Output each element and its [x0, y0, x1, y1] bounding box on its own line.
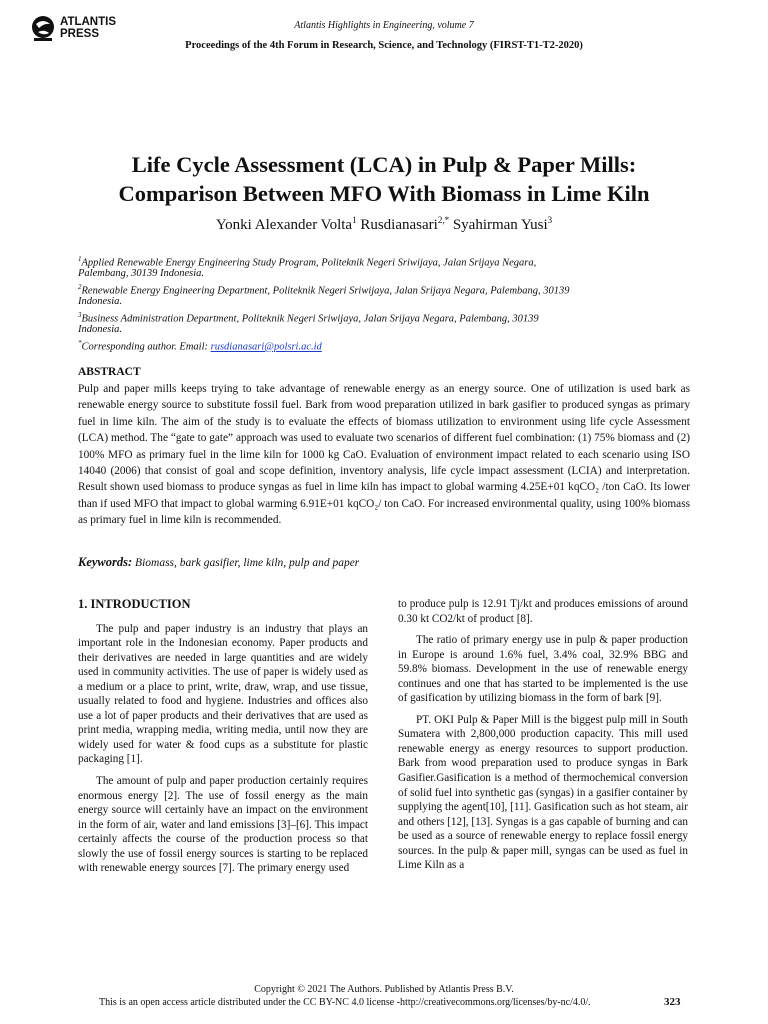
paragraph: The pulp and paper industry is an industry that plays an important role in the Indonesian economy. Paper products and their derivatives are needed in large quantities and are widely used in community activities. The use of paper is widely used as a medium or a place to print, write, draw, wrap, and use tissue, usually related to food and hygiene. Industries and offices also use a lot of paper products and their derivatives that are used as print media, wrapping media, writing media, until now they are widely used for water & food cups as a substitute for plastic packaging [1]. [78, 622, 368, 766]
publisher-name: ATLANTIS PRESS [60, 16, 117, 40]
keywords-label: Keywords: [78, 555, 133, 569]
copyright-notice: Copyright © 2021 The Authors. Published by Atlantis Press B.V. [254, 984, 514, 995]
journal-name: Atlantis Highlights in Engineering, volume 7 [294, 20, 474, 31]
author-name: Syahirman Yusi [452, 217, 548, 233]
paragraph: The ratio of primary energy use in pulp & paper production in Europe is around 1.6% fuel, 3.4% coal, 32.9% BBG and 59.8% biomass. Development in the use of renewable energy continues and one that has started to be implemented is the use of gasification by utilizing biomass in the form of bark [9]. [398, 634, 688, 705]
abstract-text: Pulp and paper mills keeps trying to take advantage of renewable energy as an energy source. One of utilization is used bark as renewable energy source to substitute fossil fuel. Bark from wood preparation utilized in bark gasifier to produced syngas as primary fuel in lime kiln. The aim of the study is to evaluate the effects of biomass utilization to environment using life cycle Assessment (LCA) method. The “gate to gate” approach was used to evaluate two scenarios of different fuel combination: (1) 75% biomass and (2) 100% MFO as primary fuel in the lime kiln for 1000 kg CaO. Evaluation of environment impact related to each scenario using ISO 14040 (2006) that consist of goal and scope definition, inventory analysis, life cycle impact assessment (LCIA) and interpretation. Result shown used biomass to produce syngas as fuel in lime kiln has impact to global warming 4.25E+01 kqCO₂ /ton CaO. Its lower than if used MFO that impact to global warming 6.91E+01 kqCO₂/ ton CaO. For increased environmental quality, using 100% biomass as primary fuel in lime kiln is recommended. [78, 383, 690, 527]
affiliation-3: $^3$Business Administration Department, Politeknik Negeri Sriwijaya, Jalan Srijaya Negara, Palembang, 30139 Indonesia. [78, 311, 539, 335]
paragraph: PT. OKI Pulp & Paper Mill is the biggest pulp mill in South Sumatera with 2,800,000 production capacity. This mill used renewable energy as energy resources to support production. Bark from wood preparation used to produce syngas in Bark Gasifier.Gasification is a method of thermochemical conversion of solid fuel into synthetic gas (syngas) in a gasifier container by supplying the agent[10], [11]. Gasification such as hot steam, air and others [12], [13]. Syngas is a gas capable of burning and can be used as a source of renewable energy to replace fossil energy sources. In the pulp & paper mill, syngas can be used as fuel in Lime Kiln as a [398, 713, 688, 872]
keywords-text: Biomass, bark gasifier, lime kiln, pulp and paper [132, 557, 360, 569]
right-column [398, 597, 688, 880]
affiliation-2: $^2$Renewable Energy Engineering Department, Politeknik Negeri Sriwijaya, Jalan Srijaya Negara, Palembang, 30139 Indonesia. [78, 283, 570, 307]
corresponding-author: *Corresponding author. Email: rusdianasari@polsri.ac.id [78, 339, 322, 353]
paragraph: to produce pulp is 12.91 Tj/kt and produces emissions of around 0.30 kt CO2/kt of product [8]. [398, 598, 688, 625]
abstract-heading: ABSTRACT [78, 366, 141, 378]
section-heading: 1. INTRODUCTION [78, 597, 191, 611]
author-name: Yonki Alexander Volta [215, 217, 353, 233]
keywords [78, 555, 359, 570]
author-list: Yonki Alexander Volta$^1$ Rusdianasari$^{2,*}$ Syahirman Yusi$^3$ [215, 215, 553, 233]
page-number: 323 [664, 996, 681, 1008]
paragraph: The amount of pulp and paper production certainly requires enormous energy [2]. The use of fossil energy as the main energy source will certainly have an impact on the environment in the form of air, water and land emissions [3]–[6]. This impact certainly affects the course of the production process so that slowly the use of fossil energy sources is starting to be replaced with renewable energy sources [7]. The primary energy used [78, 775, 368, 875]
affiliation-1: $^1$Applied Renewable Energy Engineering Study Program, Politeknik Negeri Sriwijaya, Jalan Srijaya Negara, Palembang, 30139 Indonesia. [78, 255, 537, 279]
email-link[interactable]: rusdianasari@polsri.ac.id [210, 341, 322, 353]
left-column [78, 597, 368, 883]
proceedings-title: Proceedings of the 4th Forum in Research, Science, and Technology (FIRST-T1-T2-2020) [185, 40, 583, 51]
license-notice: This is an open access article distributed under the CC BY-NC 4.0 license -http://creativecommons.org/licenses/by-nc/4.0/. [99, 997, 591, 1008]
paper-title: Life Cycle Assessment (LCA) in Pulp & Paper Mills: Comparison Between MFO With Biomass in Lime Kiln [118, 152, 650, 206]
author-name: Rusdianasari [360, 217, 438, 233]
